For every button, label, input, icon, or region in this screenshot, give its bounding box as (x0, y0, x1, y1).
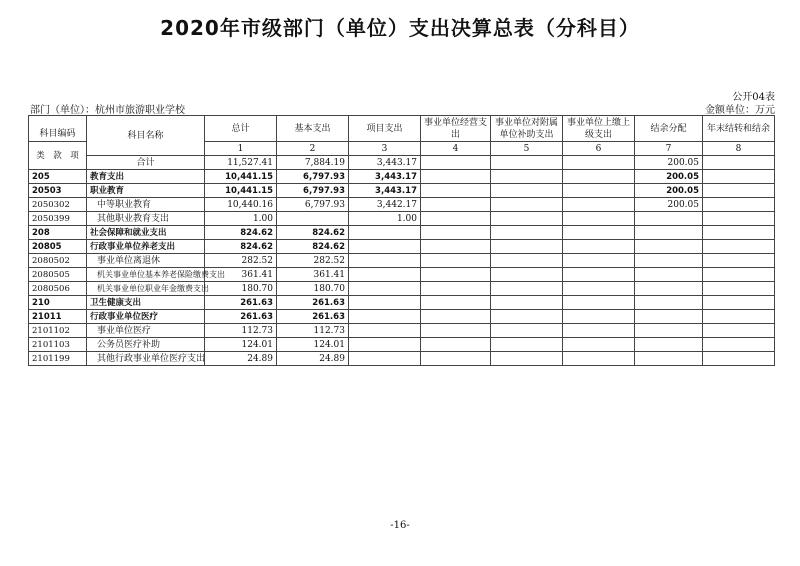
row-business (421, 338, 491, 352)
row-code: 208 (29, 226, 87, 240)
row-code: 20805 (29, 240, 87, 254)
row-project (349, 226, 421, 240)
row-subsidy (491, 324, 563, 338)
row-surplus (635, 240, 703, 254)
header-total: 总计 (205, 116, 277, 142)
row-project (349, 282, 421, 296)
row-code: 2080506 (29, 282, 87, 296)
row-carryover (703, 170, 775, 184)
row-basic: 6,797.93 (277, 170, 349, 184)
table-row (29, 240, 775, 254)
row-total: 282.52 (205, 254, 277, 268)
row-surplus (635, 338, 703, 352)
table-row (29, 198, 775, 212)
row-project (349, 240, 421, 254)
row-surplus: 200.05 (635, 170, 703, 184)
row-code: 2101103 (29, 338, 87, 352)
total-carryover (703, 156, 775, 170)
total-business (421, 156, 491, 170)
row-carryover (703, 282, 775, 296)
row-surplus: 200.05 (635, 198, 703, 212)
row-total: 180.70 (205, 282, 277, 296)
row-subsidy (491, 240, 563, 254)
header-business: 事业单位经营支出 (421, 116, 491, 142)
header-carryover: 年末结转和结余 (703, 116, 775, 142)
row-surplus (635, 254, 703, 268)
row-subsidy (491, 268, 563, 282)
row-surplus (635, 324, 703, 338)
row-upper (563, 254, 635, 268)
row-name: 中等职业教育 (87, 198, 205, 212)
row-total: 824.62 (205, 240, 277, 254)
row-upper (563, 268, 635, 282)
row-name: 社会保障和就业支出 (87, 226, 205, 240)
header-subsidy: 事业单位对附属单位补助支出 (491, 116, 563, 142)
row-subsidy (491, 170, 563, 184)
row-surplus (635, 212, 703, 226)
header-project: 项目支出 (349, 116, 421, 142)
header-surplus: 结余分配 (635, 116, 703, 142)
row-carryover (703, 226, 775, 240)
col-index-7: 7 (635, 142, 703, 156)
total-total: 11,527.41 (205, 156, 277, 170)
col-index-8: 8 (703, 142, 775, 156)
row-project (349, 352, 421, 366)
total-project: 3,443.17 (349, 156, 421, 170)
row-name: 卫生健康支出 (87, 296, 205, 310)
table-row (29, 310, 775, 324)
total-row (29, 156, 775, 170)
row-code: 2050302 (29, 198, 87, 212)
row-basic: 824.62 (277, 226, 349, 240)
row-carryover (703, 296, 775, 310)
row-total: 361.41 (205, 268, 277, 282)
row-carryover (703, 268, 775, 282)
header-lei: 类 (36, 150, 45, 161)
header-kuan: 款 (53, 150, 62, 161)
row-code: 2101102 (29, 324, 87, 338)
row-code: 2101199 (29, 352, 87, 366)
row-total: 10,441.15 (205, 184, 277, 198)
total-basic: 7,884.19 (277, 156, 349, 170)
row-basic: 124.01 (277, 338, 349, 352)
row-business (421, 310, 491, 324)
row-subsidy (491, 352, 563, 366)
row-carryover (703, 338, 775, 352)
row-carryover (703, 240, 775, 254)
row-code: 20503 (29, 184, 87, 198)
row-upper (563, 226, 635, 240)
row-basic (277, 212, 349, 226)
row-name: 机关事业单位职业年金缴费支出 (87, 282, 205, 296)
row-subsidy (491, 212, 563, 226)
row-code: 21011 (29, 310, 87, 324)
table-row (29, 296, 775, 310)
row-name: 职业教育 (87, 184, 205, 198)
table-row (29, 352, 775, 366)
row-basic: 6,797.93 (277, 198, 349, 212)
row-total: 10,440.16 (205, 198, 277, 212)
row-code: 2050399 (29, 212, 87, 226)
row-name: 教育支出 (87, 170, 205, 184)
table-row (29, 338, 775, 352)
row-business (421, 324, 491, 338)
expenditure-table (28, 115, 775, 366)
form-code: 公开04表 (732, 92, 775, 103)
row-upper (563, 310, 635, 324)
row-name: 机关事业单位基本养老保险缴费支出 (87, 268, 205, 282)
row-business (421, 198, 491, 212)
row-total: 24.89 (205, 352, 277, 366)
header-subject-code: 科目编码 (29, 116, 87, 142)
col-index-3: 3 (349, 142, 421, 156)
unit-label: 金额单位：万元 (705, 105, 775, 116)
table-row (29, 324, 775, 338)
row-upper (563, 338, 635, 352)
row-basic: 6,797.93 (277, 184, 349, 198)
row-business (421, 352, 491, 366)
total-upper (563, 156, 635, 170)
row-basic: 361.41 (277, 268, 349, 282)
row-surplus: 200.05 (635, 184, 703, 198)
col-index-6: 6 (563, 142, 635, 156)
row-basic: 180.70 (277, 282, 349, 296)
table-row (29, 212, 775, 226)
row-surplus (635, 296, 703, 310)
header-basic: 基本支出 (277, 116, 349, 142)
row-upper (563, 170, 635, 184)
row-basic: 282.52 (277, 254, 349, 268)
header-lei-kuan-xiang (29, 142, 87, 170)
row-total: 112.73 (205, 324, 277, 338)
row-project (349, 338, 421, 352)
row-upper (563, 198, 635, 212)
header-upper: 事业单位上缴上级支出 (563, 116, 635, 142)
row-code: 2080505 (29, 268, 87, 282)
col-index-2: 2 (277, 142, 349, 156)
row-basic: 112.73 (277, 324, 349, 338)
row-carryover (703, 198, 775, 212)
table-row (29, 226, 775, 240)
row-total: 824.62 (205, 226, 277, 240)
table-row (29, 254, 775, 268)
department-label: 部门（单位）：杭州市旅游职业学校 (30, 105, 185, 116)
row-basic: 24.89 (277, 352, 349, 366)
row-carryover (703, 212, 775, 226)
row-carryover (703, 324, 775, 338)
table-row (29, 170, 775, 184)
row-business (421, 212, 491, 226)
header-row (29, 116, 775, 142)
row-upper (563, 282, 635, 296)
row-code: 205 (29, 170, 87, 184)
row-project (349, 324, 421, 338)
total-subsidy (491, 156, 563, 170)
page-number: -16- (390, 520, 410, 531)
header-xiang: 项 (70, 150, 79, 161)
row-business (421, 240, 491, 254)
row-surplus (635, 226, 703, 240)
row-subsidy (491, 184, 563, 198)
row-subsidy (491, 296, 563, 310)
row-total: 1.00 (205, 212, 277, 226)
row-upper (563, 184, 635, 198)
row-name: 公务员医疗补助 (87, 338, 205, 352)
row-total: 261.63 (205, 310, 277, 324)
row-upper (563, 212, 635, 226)
row-total: 10,441.15 (205, 170, 277, 184)
row-project (349, 310, 421, 324)
row-business (421, 170, 491, 184)
row-project (349, 296, 421, 310)
row-subsidy (491, 310, 563, 324)
row-surplus (635, 310, 703, 324)
row-code: 210 (29, 296, 87, 310)
table-row (29, 282, 775, 296)
row-code: 2080502 (29, 254, 87, 268)
row-basic: 824.62 (277, 240, 349, 254)
row-subsidy (491, 226, 563, 240)
row-subsidy (491, 338, 563, 352)
row-subsidy (491, 198, 563, 212)
row-name: 其他职业教育支出 (87, 212, 205, 226)
row-upper (563, 296, 635, 310)
row-upper (563, 240, 635, 254)
total-surplus: 200.05 (635, 156, 703, 170)
row-subsidy (491, 254, 563, 268)
row-business (421, 268, 491, 282)
table-row (29, 268, 775, 282)
col-index-4: 4 (421, 142, 491, 156)
row-subsidy (491, 282, 563, 296)
row-name: 其他行政事业单位医疗支出 (87, 352, 205, 366)
row-surplus (635, 282, 703, 296)
row-business (421, 184, 491, 198)
row-project: 3,442.17 (349, 198, 421, 212)
row-carryover (703, 352, 775, 366)
row-upper (563, 352, 635, 366)
row-project (349, 254, 421, 268)
row-project: 3,443.17 (349, 170, 421, 184)
row-project: 1.00 (349, 212, 421, 226)
row-name: 事业单位医疗 (87, 324, 205, 338)
row-carryover (703, 184, 775, 198)
col-index-5: 5 (491, 142, 563, 156)
page-title: 2020年市级部门（单位）支出决算总表（分科目） (160, 16, 640, 40)
row-carryover (703, 310, 775, 324)
header-subject-name: 科目名称 (87, 116, 205, 156)
row-upper (563, 324, 635, 338)
row-total: 124.01 (205, 338, 277, 352)
row-project (349, 268, 421, 282)
row-name: 行政事业单位养老支出 (87, 240, 205, 254)
row-name: 事业单位离退休 (87, 254, 205, 268)
row-business (421, 226, 491, 240)
total-label: 合计 (87, 156, 205, 170)
row-surplus (635, 352, 703, 366)
row-basic: 261.63 (277, 310, 349, 324)
table-row (29, 184, 775, 198)
row-total: 261.63 (205, 296, 277, 310)
row-business (421, 296, 491, 310)
row-business (421, 254, 491, 268)
col-index-1: 1 (205, 142, 277, 156)
row-name: 行政事业单位医疗 (87, 310, 205, 324)
row-surplus (635, 268, 703, 282)
row-basic: 261.63 (277, 296, 349, 310)
row-project: 3,443.17 (349, 184, 421, 198)
row-carryover (703, 254, 775, 268)
row-business (421, 282, 491, 296)
